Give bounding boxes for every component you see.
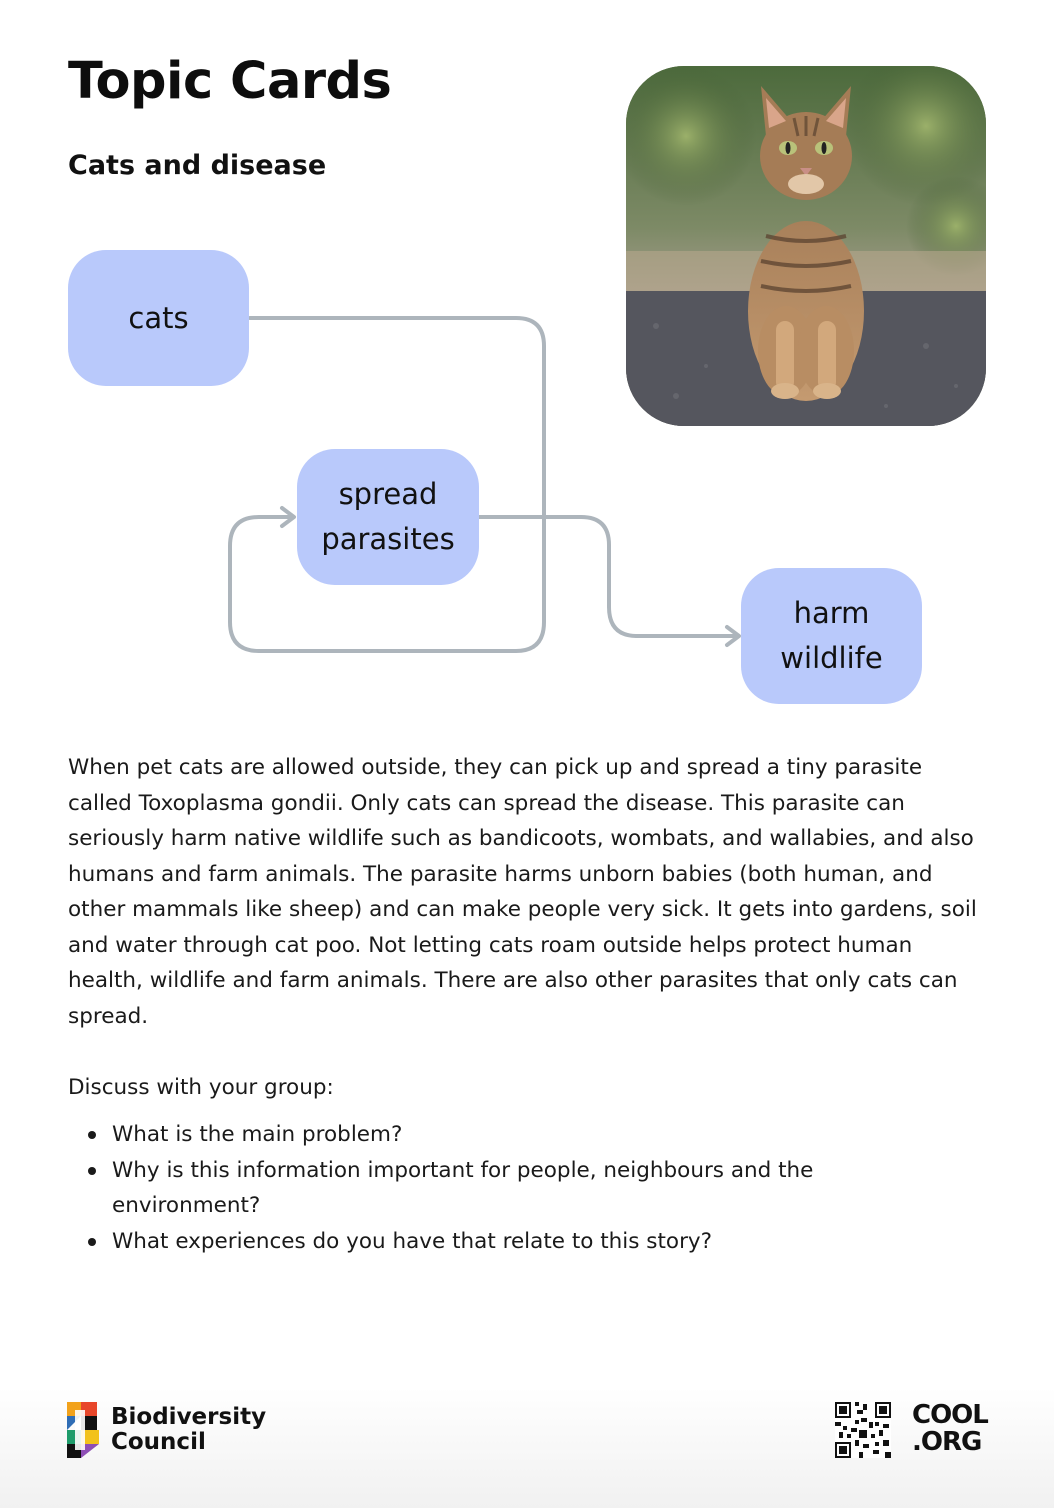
- diagram-node-label: cats: [128, 300, 189, 335]
- bullet-icon: [88, 1131, 96, 1139]
- bullet-icon: [88, 1238, 96, 1246]
- brand-name-line: Council: [111, 1429, 206, 1455]
- diagram-node-label: parasites: [321, 522, 455, 556]
- page-subtitle: Cats and disease: [68, 150, 327, 181]
- list-item: [68, 1153, 888, 1224]
- biodiversity-council-logo-icon: [67, 1402, 99, 1458]
- bullet-icon: [88, 1167, 96, 1175]
- page-title: Topic Cards: [68, 52, 392, 111]
- cool-org-logo-line: COOL: [912, 1400, 988, 1430]
- diagram-node-harm-wildlife: [741, 568, 922, 704]
- brand-name: [111, 1405, 271, 1455]
- diagram-node-label: harm: [793, 596, 870, 630]
- discussion-questions: [68, 1117, 888, 1259]
- list-item: [68, 1117, 888, 1153]
- biodiversity-council-logo: [67, 1402, 271, 1458]
- connector-spread-to-harm: [479, 517, 738, 636]
- diagram-node-label: spread: [338, 477, 438, 511]
- cool-org-logo-line: .ORG: [912, 1427, 982, 1457]
- brand-name-line: Biodiversity: [111, 1404, 267, 1430]
- list-item: [68, 1224, 888, 1260]
- qr-code-icon: [835, 1402, 891, 1458]
- discuss-label: Discuss with your group:: [68, 1075, 334, 1100]
- body-paragraph: When pet cats are allowed outside, they can pick up and spread a tiny parasite called Toxoplasma gondii. Only cats can spread the disease. This parasite can seriously harm native wildlife such as bandicoots, wombats, and wallabies, and also humans and farm animals. The parasite harms unborn babies (both human, and other mammals like sheep) and can make people very sick. It gets into gardens, soil and water through cat poo. Not letting cats roam outside helps protect human health, wildlife and farm animals. There are also other parasites that only cats can spread.: [68, 755, 977, 1029]
- question-text: Why is this information important for people, neighbours and the environment?: [112, 1157, 814, 1218]
- question-text: What is the main problem?: [112, 1122, 403, 1147]
- question-text: What experiences do you have that relate to this story?: [112, 1228, 713, 1254]
- diagram-node-cats: [68, 250, 249, 386]
- cool-org-logo: [912, 1402, 1002, 1456]
- diagram-node-label: wildlife: [780, 641, 883, 675]
- diagram-node-spread-parasites: [297, 449, 479, 585]
